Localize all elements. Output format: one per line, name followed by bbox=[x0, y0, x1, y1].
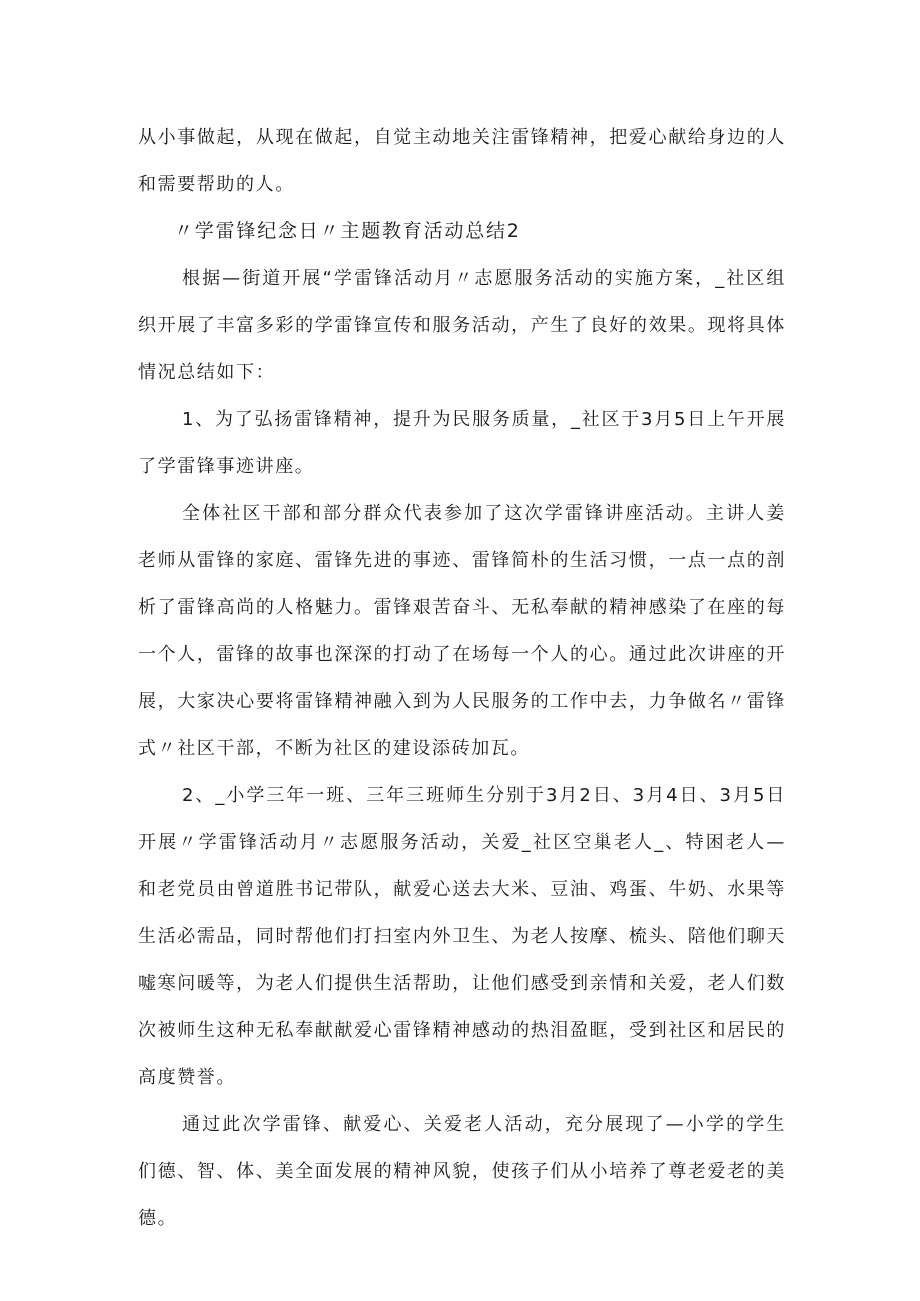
paragraph-continuation: 从小事做起，从现在做起，自觉主动地关注雷锋精神，把爱心献给身边的人和需要帮助的人。 bbox=[138, 127, 786, 195]
paragraph-item-2: 2、_小学三年一班、三年三班师生分别于3月2日、3月4日、3月5日开展〃学雷锋活动月〃志愿服务活动，关爱_社区空巢老人_、特困老人—和老党员由曾道胜书记带队，献爱心送去大米、豆油、鸡蛋、牛奶、水果等生活必需品，同时帮他们打扫室内外卫生、为老人按摩、梳头、陪他们聊天嘘寒问暖等，为老人们提供生活帮助，让他们感受到亲情和关爱，老人们数次被师生这种无私奉献献爱心雷锋精神感动的热泪盈眶，受到社区和居民的高度赞誉。 bbox=[138, 785, 786, 1088]
document-body bbox=[138, 114, 786, 1242]
paragraph-lecture-detail: 全体社区干部和部分群众代表参加了这次学雷锋讲座活动。主讲人姜老师从雷锋的家庭、雷锋先进的事迹、雷锋简朴的生活习惯，一点一点的剖析了雷锋高尚的人格魅力。雷锋艰苦奋斗、无私奉献的精神感染了在座的每一个人，雷锋的故事也深深的打动了在场每一个人的心。通过此次讲座的开展，大家决心要将雷锋精神融入到为人民服务的工作中去，力争做名〃雷锋式〃社区干部，不断为社区的建设添砖加瓦。 bbox=[138, 503, 786, 759]
paragraph-intro: 根据—街道开展“学雷锋活动月〃志愿服务活动的实施方案，_社区组织开展了丰富多彩的学雷锋宣传和服务活动，产生了良好的效果。现将具体情况总结如下： bbox=[138, 268, 786, 383]
section-heading: 〃学雷锋纪念日〃主题教育活动总结2 bbox=[174, 220, 521, 242]
paragraph-conclusion: 通过此次学雷锋、献爱心、关爱老人活动，充分展现了—小学的学生们德、智、体、美全面发展的精神风貌，使孩子们从小培养了尊老爱老的美德。 bbox=[138, 1114, 786, 1229]
paragraph-item-1: 1、为了弘扬雷锋精神，提升为民服务质量，_社区于3月5日上午开展了学雷锋事迹讲座。 bbox=[138, 409, 786, 477]
